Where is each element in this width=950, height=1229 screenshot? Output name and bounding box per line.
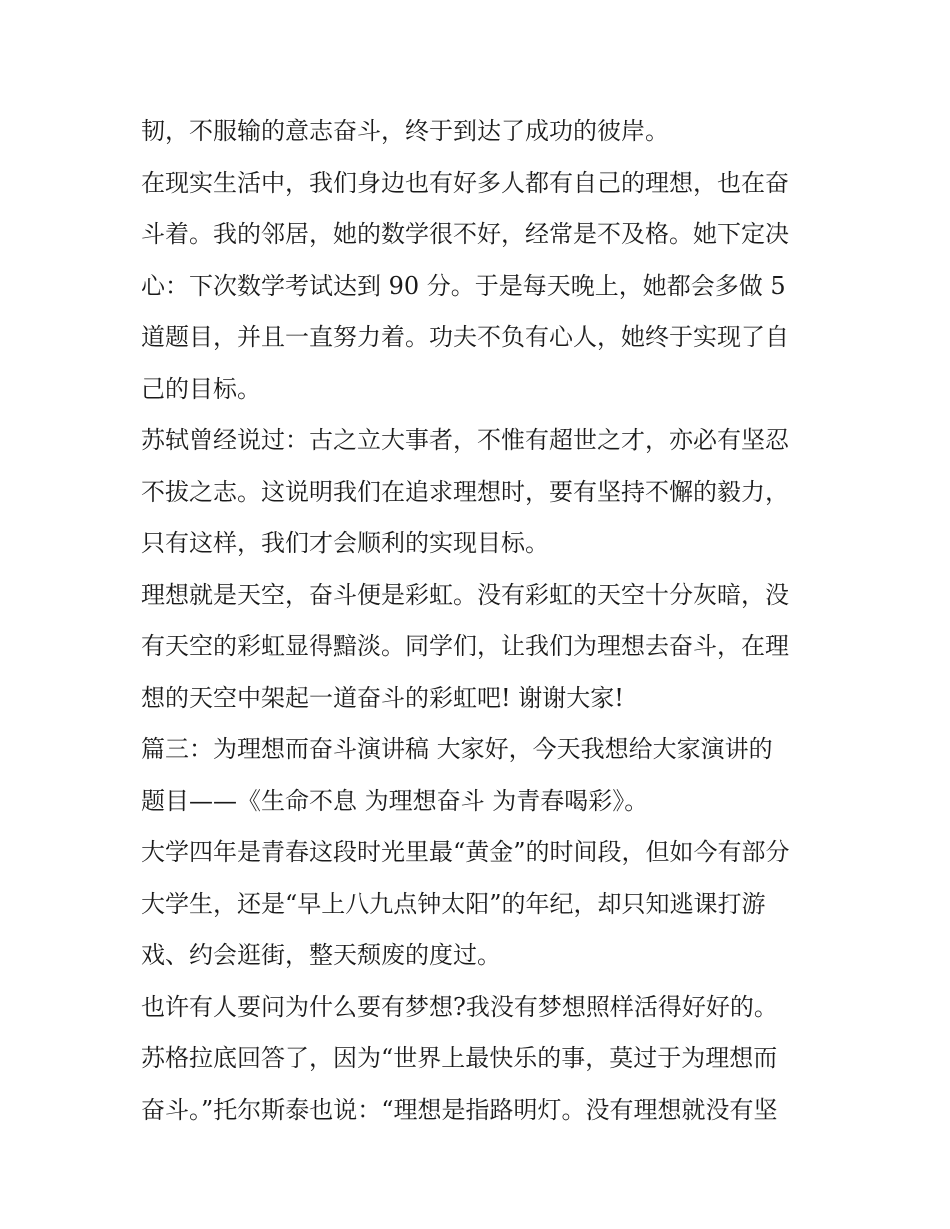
text-line: 篇三：为理想而奋斗演讲稿 大家好，今天我想给大家演讲的 bbox=[141, 735, 773, 763]
text-line: 苏格拉底回答了，因为“世界上最快乐的事，莫过于为理想而 bbox=[141, 1044, 778, 1072]
text-line: 想的天空中架起一道奋斗的彩虹吧! 谢谢大家! bbox=[141, 683, 624, 712]
text-line: 大学四年是青春这段时光里最“黄金”的时间段，但如今有部分 bbox=[141, 838, 790, 866]
text-line: 有天空的彩虹显得黯淡。同学们，让我们为理想去奋斗，在理 bbox=[141, 632, 789, 660]
text-line: 心：下次数学考试达到 90 分。于是每天晚上，她都会多做 5 bbox=[141, 271, 786, 300]
body-text bbox=[141, 106, 821, 1136]
text-line: 大学生，还是“早上八九点钟太阳”的年纪，却只知逃课打游 bbox=[141, 889, 766, 918]
text-line: 只有这样，我们才会顺利的实现目标。 bbox=[141, 529, 549, 557]
text-line: 理想就是天空，奋斗便是彩虹。没有彩虹的天空十分灰暗，没 bbox=[141, 580, 789, 609]
text-line: 道题目，并且一直努力着。功夫不负有心人，她终于实现了自 bbox=[141, 323, 789, 351]
text-line: 斗着。我的邻居，她的数学很不好，经常是不及格。她下定决 bbox=[141, 220, 789, 248]
text-line: 韧，不服输的意志奋斗，终于到达了成功的彼岸。 bbox=[141, 117, 669, 145]
text-line: 也许有人要问为什么要有梦想?我没有梦想照样活得好好的。 bbox=[141, 992, 778, 1021]
text-line: 奋斗。”托尔斯泰也说：“理想是指路明灯。没有理想就没有坚 bbox=[141, 1095, 778, 1124]
text-line: 不拔之志。这说明我们在追求理想时，要有坚持不懈的毅力， bbox=[141, 477, 789, 506]
text-line: 苏轼曾经说过：古之立大事者，不惟有超世之才，亦必有坚忍 bbox=[141, 426, 789, 454]
text-line: 己的目标。 bbox=[141, 374, 261, 403]
text-line: 题目——《生命不息 为理想奋斗 为青春喝彩》。 bbox=[141, 786, 649, 815]
text-line: 在现实生活中，我们身边也有好多人都有自己的理想，也在奋 bbox=[141, 168, 789, 197]
text-line: 戏、约会逛街，整天颓废的度过。 bbox=[141, 941, 501, 969]
